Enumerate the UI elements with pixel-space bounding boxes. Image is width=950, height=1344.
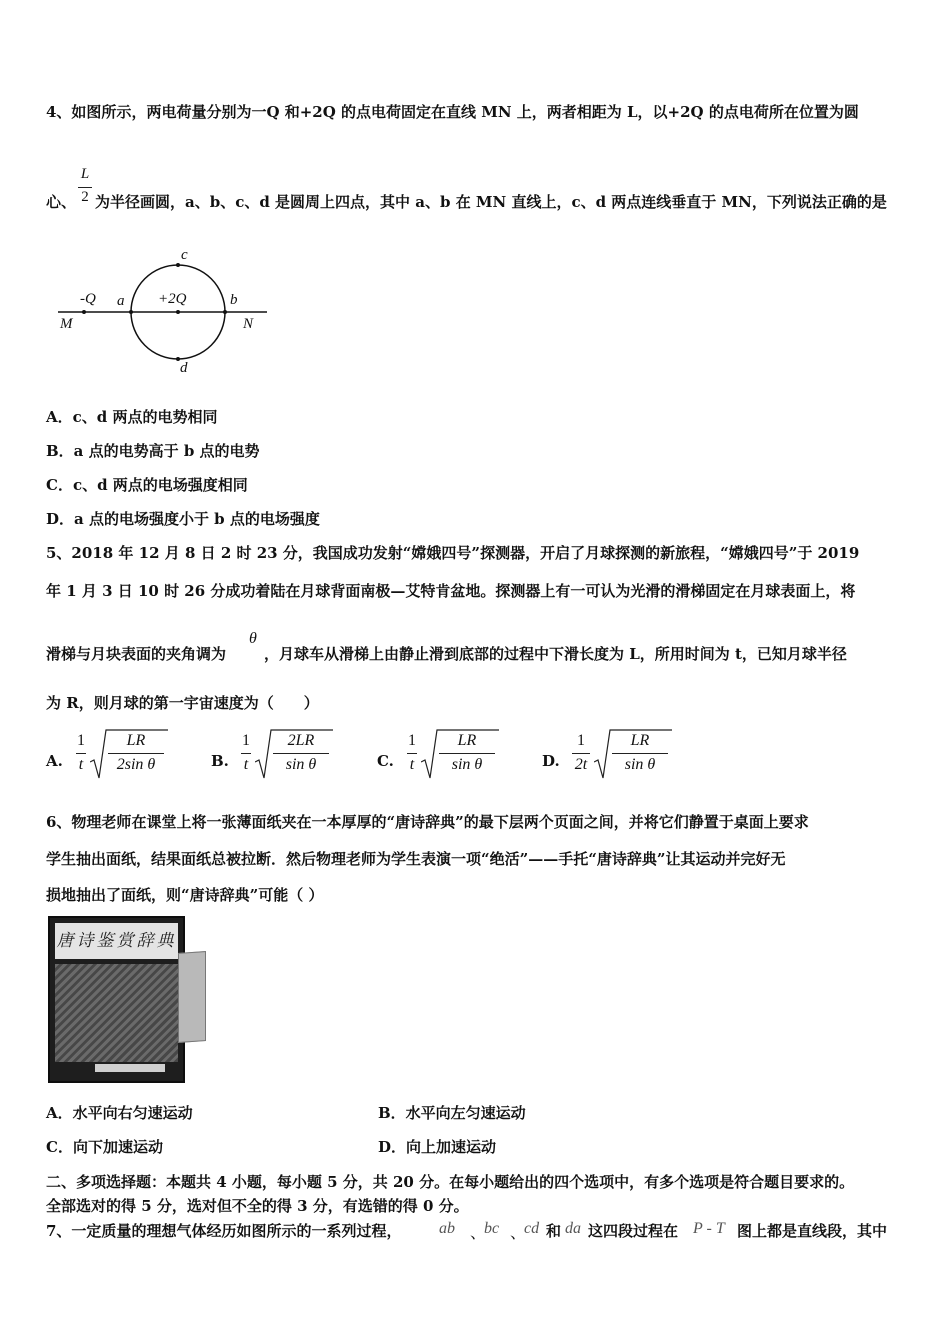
label-pos-2q: +2Q [158,291,187,307]
coef-numerator: 1 [242,732,250,749]
option-letter: B. [211,752,229,770]
q4-option-a[interactable]: A．c、d 两点的电势相同 [46,408,218,426]
book-illustration [48,916,185,1083]
radicand-bar [108,753,164,754]
radicand-denominator: sin θ [285,756,317,773]
option-letter: A. [46,752,63,770]
label-neg-q: -Q [80,291,96,307]
coef-bar [241,753,251,754]
q5-line-4: 为 R，则月球的第一宇宙速度为（ ） [46,694,319,712]
q5-line-3a: 滑梯与月块表面的夹角调为 [46,645,227,663]
coef-bar [407,753,417,754]
q5-line-1: 5、2018 年 12 月 8 日 2 时 23 分，我国成功发射“嫦娥四号”探测器，开启了月球探测的新旅程，“嫦娥四号”于 2019 [46,544,860,562]
q4-option-b[interactable]: B．a 点的电势高于 b 点的电势 [46,442,260,460]
q4-frac-denominator: 2 [81,189,89,205]
q7-seg-da: da [565,1220,581,1237]
coef-numerator: 1 [77,732,85,749]
q4-line-2-rest: 为半径画圆，a、b、c、d 是圆周上四点，其中 a、b 在 MN 直线上，c、d 两点连线垂直于 MN，下列说法正确的是 [95,193,887,211]
radicand-bar [439,753,495,754]
q7-sep-2: 、 [510,1225,527,1242]
q5-theta: θ [249,630,257,647]
book-label-strip [95,1064,165,1072]
q6-option-b[interactable]: B．水平向左匀速运动 [378,1104,526,1122]
q5-option-c[interactable] [377,728,527,784]
tissue-paper-icon [178,951,206,1043]
option-letter: D. [542,752,560,770]
book-cover-art [55,964,178,1062]
q7-seg-bc: bc [484,1220,500,1237]
q6-line-1: 6、物理老师在课堂上将一张薄面纸夹在一本厚厚的“唐诗辞典”的最下层两个页面之间，并将它们静置于桌面上要求 [46,813,809,831]
coef-denominator: t [243,756,249,773]
q4-option-d[interactable]: D．a 点的电场强度小于 b 点的电场强度 [46,510,320,528]
radicand-denominator: sin θ [624,756,656,773]
q5-option-a[interactable] [46,728,196,784]
q7-seg-ab: ab [439,1220,455,1237]
q7-line-1a: 7、一定质量的理想气体经历如图所示的一系列过程， [46,1222,402,1240]
section2-line-2: 全部选对的得 5 分，选对但不全的得 3 分，有选错的得 0 分。 [46,1197,469,1215]
coef-denominator: t [409,756,415,773]
label-n: N [243,316,254,332]
q4-line-1: 4、如图所示，两电荷量分别为一Q 和+2Q 的点电荷固定在直线 MN 上，两者相距为 L，以+2Q 的点电荷所在位置为圆 [46,103,859,121]
point-c-dot [176,263,180,267]
q6-option-a[interactable]: A．水平向右匀速运动 [46,1104,193,1122]
radicand-denominator: 2sin θ [116,756,156,773]
coef-numerator: 1 [408,732,416,749]
q6-option-c[interactable]: C．向下加速运动 [46,1138,163,1156]
label-d: d [180,360,188,376]
section2-line-1: 二、多项选择题：本题共 4 小题，每小题 5 分，共 20 分。在每小题给出的四个选项中，有多个选项是符合题目要求的。 [46,1173,855,1191]
book-title: 唐诗鉴赏辞典 [56,931,177,951]
q4-option-c[interactable]: C．c、d 两点的电场强度相同 [46,476,248,494]
point-b-dot [223,310,227,314]
q7-sep-1: 、 [470,1225,487,1242]
q5-line-3b: ，月球车从滑梯上由静止滑到底部的过程中下滑长度为 L，所用时间为 t，已知月球半径 [264,645,847,663]
radicand-bar [612,753,668,754]
label-a: a [117,293,125,309]
coef-numerator: 1 [577,732,585,749]
coef-denominator: t [78,756,84,773]
q7-and: 和 [546,1222,562,1240]
q4-circle-diagram [55,245,285,385]
q6-line-2: 学生抽出面纸，结果面纸总被拉断．然后物理老师为学生表演一项“绝活”——手托“唐诗辞典”让其运动并完好无 [46,850,786,868]
neg-charge-dot [82,310,86,314]
book-title-panel [55,923,178,959]
coef-bar [572,753,590,754]
q7-seg-cd: cd [524,1220,540,1237]
q7-line-1c: 图上都是直线段，其中 [737,1222,888,1240]
coef-bar [76,753,86,754]
q4-line-2-prefix: 心、 [46,193,77,211]
point-a-dot [129,310,133,314]
radicand-denominator: sin θ [451,756,483,773]
q5-option-d[interactable] [542,728,692,784]
option-letter: C. [377,752,394,770]
q5-option-b[interactable] [211,728,361,784]
q4-frac-bar [78,187,92,188]
coef-denominator: 2t [574,756,588,773]
q5-line-2: 年 1 月 3 日 10 时 26 分成功着陆在月球背面南极—艾特肯盆地。探测器上有一可认为光滑的滑梯固定在月球表面上，将 [46,582,856,600]
radicand-numerator: LR [126,732,146,749]
q4-frac-numerator: L [80,166,90,182]
q6-option-d[interactable]: D．向上加速运动 [378,1138,497,1156]
label-b: b [230,292,238,308]
radicand-numerator: LR [457,732,477,749]
radicand-numerator: LR [630,732,650,749]
q6-line-3: 损地抽出了面纸，则“唐诗辞典”可能（ ） [46,886,324,904]
pos-charge-dot [176,310,180,314]
radicand-bar [273,753,329,754]
q7-pt-label: P - T [693,1220,725,1237]
q7-line-1b: 这四段过程在 [588,1222,679,1240]
label-c: c [181,247,188,263]
radicand-numerator: 2LR [287,732,315,749]
label-m: M [60,316,73,332]
